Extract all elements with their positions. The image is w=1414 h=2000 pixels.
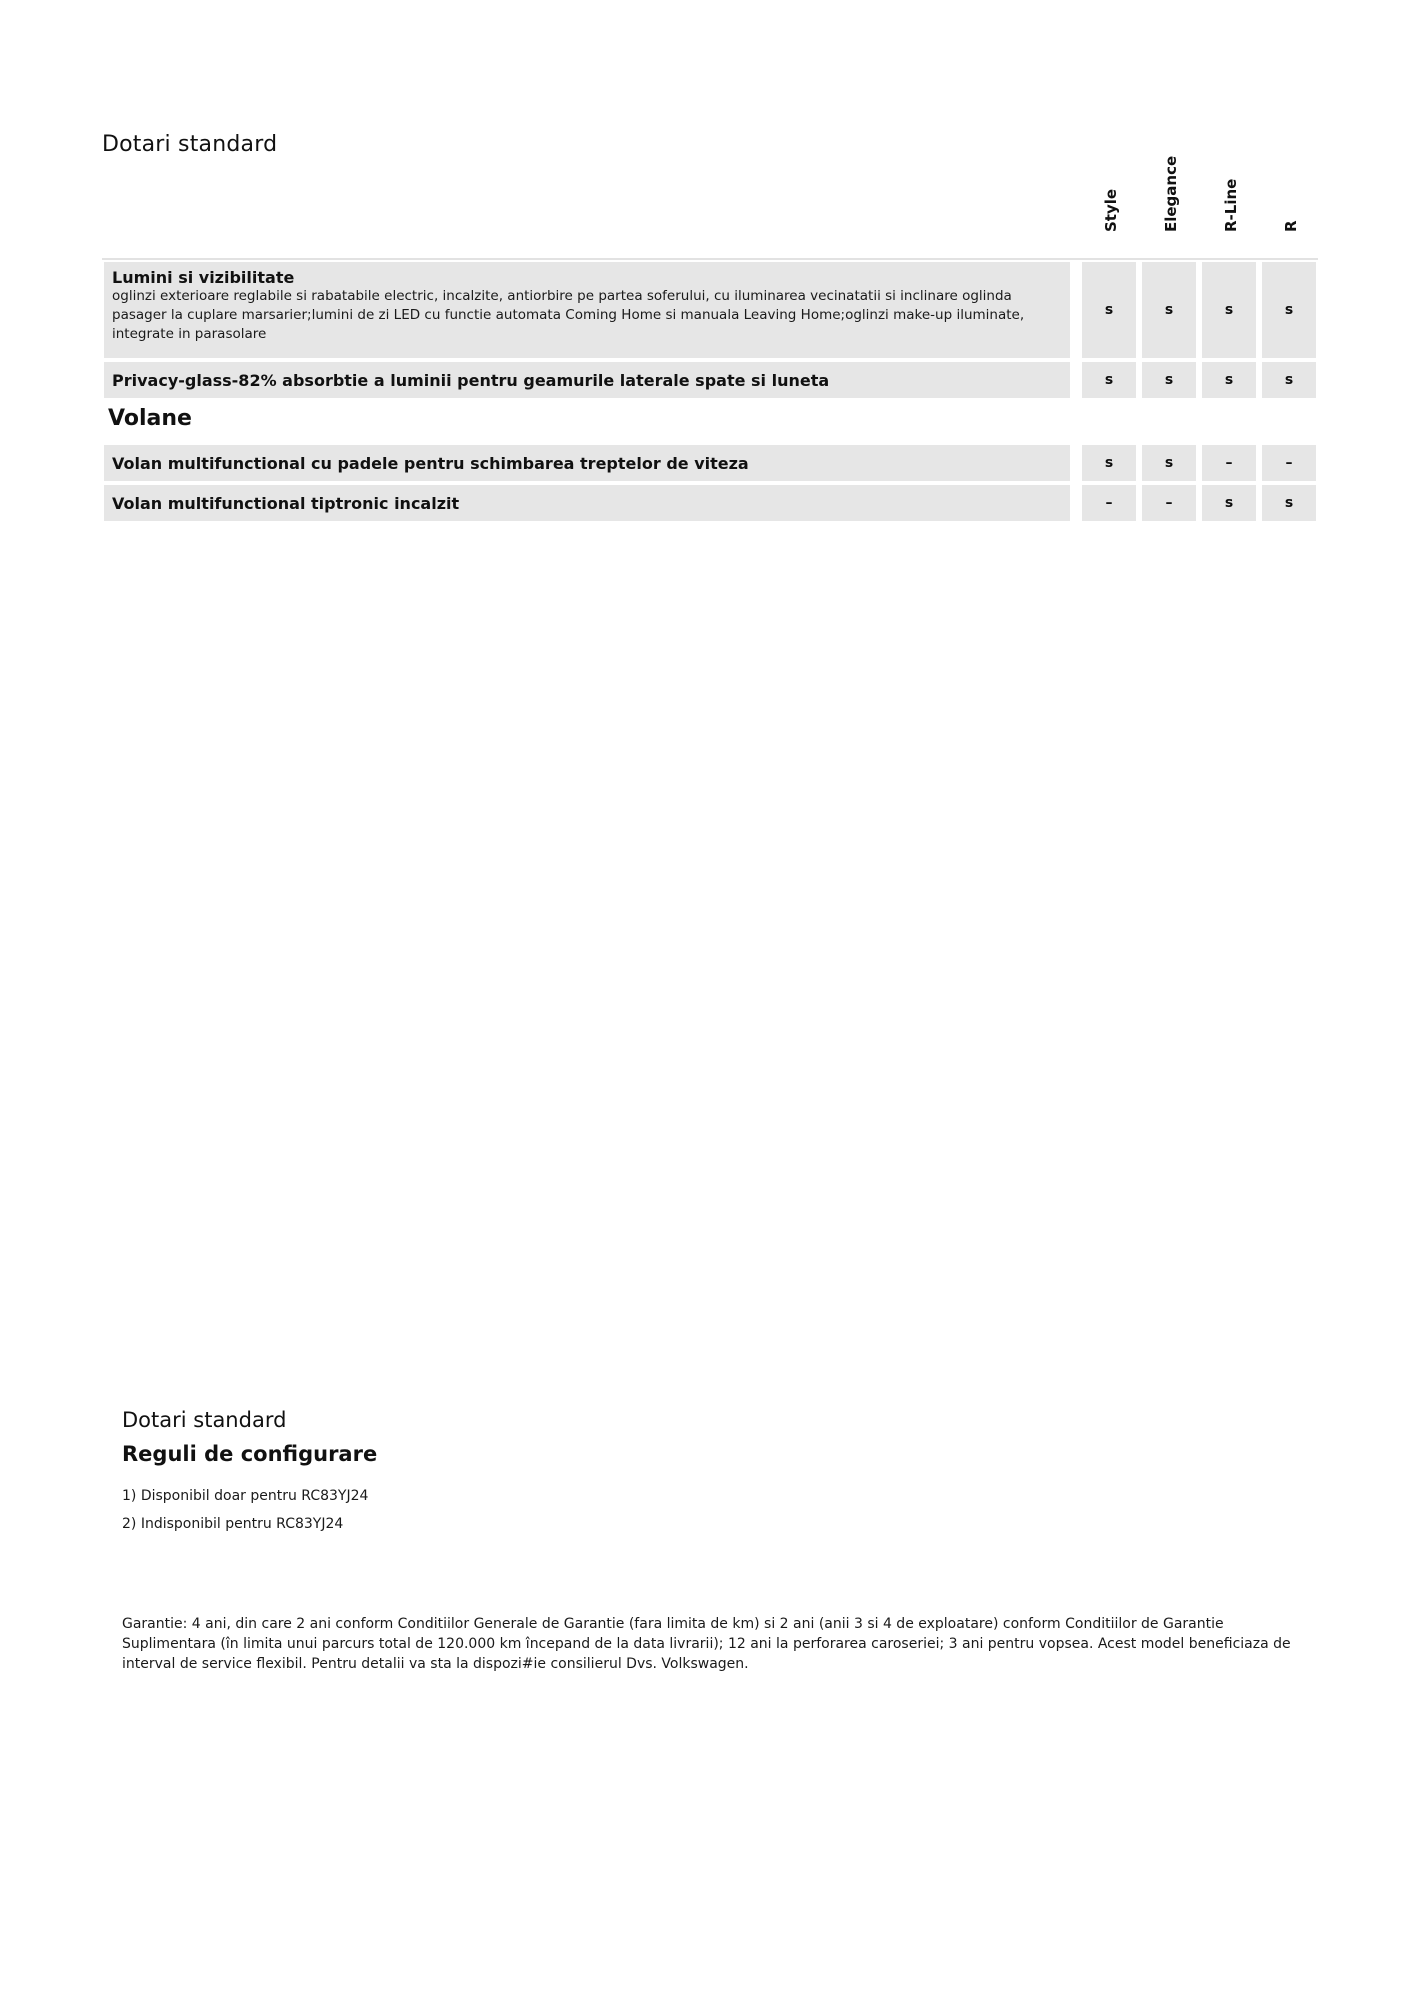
column-header-elegance: Elegance — [1162, 155, 1180, 232]
table-cell: s — [1202, 362, 1256, 398]
configuration-rules-title: Reguli de configurare — [122, 1442, 378, 1466]
table-cell: s — [1142, 445, 1196, 481]
table-cell: s — [1142, 262, 1196, 358]
row-description: oglinzi exterioare reglabile si rabatabile electric, incalzite, antiorbire pe partea soferului, cu iluminarea vecinatatii si inclinare oglinda pasager la cuplare marsarier;lumini de zi LED cu functie automata Coming Home si manuala Leaving Home;oglinzi make-up iluminate, integrate in parasolare — [112, 288, 1025, 342]
row-title: Volan multifunctional tiptronic incalzit — [112, 493, 460, 513]
configuration-rule: 2) Indisponibil pentru RC83YJ24 — [122, 1516, 344, 1532]
table-cell: s — [1262, 362, 1316, 398]
row-title: Volan multifunctional cu padele pentru schimbarea treptelor de viteza — [112, 453, 749, 473]
table-row — [104, 445, 1070, 481]
row-title: Privacy-glass-82% absorbtie a luminii pentru geamurile laterale spate si luneta — [112, 370, 830, 390]
configuration-rule: 1) Disponibil doar pentru RC83YJ24 — [122, 1488, 369, 1504]
page-title: Dotari standard — [102, 132, 278, 157]
table-cell: s — [1202, 485, 1256, 521]
table-cell: s — [1262, 485, 1316, 521]
table-row — [104, 485, 1070, 521]
table-cell: s — [1262, 262, 1316, 358]
table-cell: s — [1202, 262, 1256, 358]
guarantee-note: Garantie: 4 ani, din care 2 ani conform Conditiilor Generale de Garantie (fara limita de km) si 2 ani (anii 3 si 4 de exploatare) conform Conditiilor de Garantie Suplimentara (în limita unui parcurs total de 120.000 km începand de la data livrarii); 12 ani la perforarea caroseriei; 3 ani pentru vopsea. Acest model beneficiaza de interval de service flexibil. Pentru detalii va sta la dispozi#ie consilierul Dvs. Volkswagen. — [122, 1616, 1291, 1672]
column-header-style: Style — [1102, 188, 1120, 232]
table-cell: s — [1082, 362, 1136, 398]
column-header-r-line: R-Line — [1222, 178, 1240, 232]
header-divider — [102, 258, 1318, 260]
section-heading-volane: Volane — [108, 406, 192, 431]
table-cell: s — [1082, 445, 1136, 481]
table-cell: s — [1142, 362, 1196, 398]
table-cell: – — [1202, 445, 1256, 481]
column-header-r: R — [1282, 220, 1300, 232]
table-cell: – — [1082, 485, 1136, 521]
table-cell: s — [1082, 262, 1136, 358]
table-row — [104, 362, 1070, 398]
table-cell: – — [1262, 445, 1316, 481]
row-title: Lumini si vizibilitate — [112, 268, 295, 287]
table-row — [104, 262, 1070, 358]
footer-title: Dotari standard — [122, 1408, 287, 1432]
table-cell: – — [1142, 485, 1196, 521]
